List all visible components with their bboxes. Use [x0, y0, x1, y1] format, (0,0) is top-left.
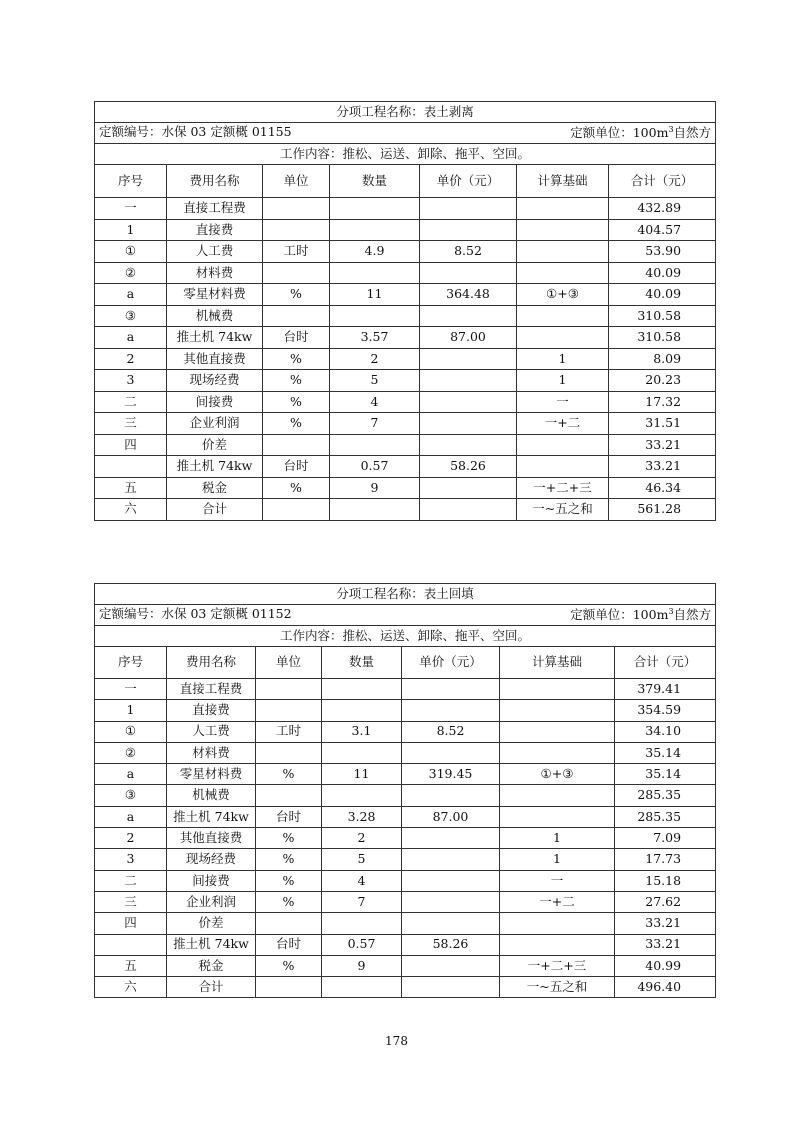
cost-table-topsoil-stripping	[94, 101, 716, 521]
table-cell: 六	[95, 977, 167, 998]
table-cell: 1	[517, 348, 609, 370]
table-cell	[517, 327, 609, 349]
table-cell	[322, 742, 402, 763]
table-row	[95, 721, 716, 742]
quota-cell	[95, 123, 716, 144]
table-cell: 一+二+三	[517, 477, 609, 499]
table-cell: ①+③	[500, 764, 615, 785]
table-cell	[420, 434, 517, 456]
table-cell: 税金	[167, 955, 256, 976]
table-cell	[256, 913, 322, 934]
table-cell: a	[95, 764, 167, 785]
column-header-row	[95, 165, 716, 198]
table-cell	[402, 785, 500, 806]
table-cell: 58.26	[420, 456, 517, 478]
table-cell: 六	[95, 499, 167, 521]
table-cell: 35.14	[615, 742, 716, 763]
table-cell: 一+二	[500, 891, 615, 912]
table-cell: 9	[322, 955, 402, 976]
table-row	[95, 348, 716, 370]
table-cell	[500, 934, 615, 955]
table-row	[95, 456, 716, 478]
table-cell: 工时	[263, 241, 330, 263]
table-row	[95, 219, 716, 241]
table-cell	[263, 262, 330, 284]
table-cell	[402, 742, 500, 763]
table-row	[95, 370, 716, 392]
table-cell: 2	[330, 348, 420, 370]
table-cell	[330, 434, 420, 456]
table-cell: 一+二+三	[500, 955, 615, 976]
table-cell	[500, 679, 615, 700]
table-cell	[402, 849, 500, 870]
table-cell	[420, 305, 517, 327]
table-cell: %	[256, 849, 322, 870]
table-cell: 直接工程费	[167, 198, 263, 220]
table-cell	[330, 219, 420, 241]
quota-row	[95, 123, 716, 144]
table-cell	[420, 219, 517, 241]
column-header: 单位	[263, 165, 330, 198]
table-row	[95, 477, 716, 499]
table-cell	[256, 785, 322, 806]
table-row	[95, 413, 716, 435]
table-cell: %	[263, 348, 330, 370]
quota-cell	[95, 605, 716, 626]
table-cell: ③	[95, 785, 167, 806]
table-cell: 285.35	[615, 785, 716, 806]
table-cell: 价差	[167, 434, 263, 456]
table-cell: 404.57	[609, 219, 716, 241]
table-cell: 40.09	[609, 262, 716, 284]
column-header: 费用名称	[167, 165, 263, 198]
table-cell: 319.45	[402, 764, 500, 785]
table-cell: 3	[95, 370, 167, 392]
column-header: 单价（元）	[420, 165, 517, 198]
table-cell: ③	[95, 305, 167, 327]
table-cell: 496.40	[615, 977, 716, 998]
table-cell: 40.99	[615, 955, 716, 976]
table-cell: 7	[322, 891, 402, 912]
table-row	[95, 913, 716, 934]
table-cell	[420, 413, 517, 435]
table-cell: %	[263, 284, 330, 306]
table-row	[95, 679, 716, 700]
table-cell: ②	[95, 262, 167, 284]
table-cell: 33.21	[609, 456, 716, 478]
table-row	[95, 284, 716, 306]
table-cell: 税金	[167, 477, 263, 499]
table-cell: 0.57	[330, 456, 420, 478]
column-header: 序号	[95, 647, 167, 679]
table-row	[95, 828, 716, 849]
column-header: 合计（元）	[609, 165, 716, 198]
table-cell: 2	[95, 828, 167, 849]
table-cell: 合计	[167, 499, 263, 521]
table-cell	[263, 219, 330, 241]
page-number: 178	[385, 1034, 408, 1048]
table-cell: 四	[95, 434, 167, 456]
table-row	[95, 742, 716, 763]
table-cell: ②	[95, 742, 167, 763]
table-cell: 间接费	[167, 391, 263, 413]
table-cell: 310.58	[609, 305, 716, 327]
table-cell: 4	[330, 391, 420, 413]
table-cell	[322, 679, 402, 700]
table-cell	[402, 679, 500, 700]
table-cell	[420, 262, 517, 284]
table-cell: 三	[95, 413, 167, 435]
table-cell: 87.00	[402, 806, 500, 827]
table-title-row	[95, 102, 716, 123]
table-title: 分项工程名称：表土回填	[95, 584, 716, 605]
table-row	[95, 262, 716, 284]
table-cell: 零星材料费	[167, 764, 256, 785]
table-cell: 2	[322, 828, 402, 849]
table-row	[95, 891, 716, 912]
table-cell	[402, 913, 500, 934]
table-cell: 31.51	[609, 413, 716, 435]
quota-unit-prefix: 定额单位：100m	[570, 125, 669, 141]
table-cell: 3	[95, 849, 167, 870]
table-cell	[322, 785, 402, 806]
table-row	[95, 327, 716, 349]
table-cell: 33.21	[615, 913, 716, 934]
work-content-row	[95, 626, 716, 647]
table-cell	[420, 370, 517, 392]
table-cell	[500, 742, 615, 763]
table-cell: 3.57	[330, 327, 420, 349]
table-cell: 人工费	[167, 241, 263, 263]
table-cell: 一	[500, 870, 615, 891]
table-cell: a	[95, 806, 167, 827]
table-cell	[263, 305, 330, 327]
table-cell: 机械费	[167, 305, 263, 327]
table-cell	[500, 700, 615, 721]
table-row	[95, 870, 716, 891]
table-cell: 33.21	[609, 434, 716, 456]
table-cell: 8.52	[420, 241, 517, 263]
table-cell: 工时	[256, 721, 322, 742]
table-row	[95, 499, 716, 521]
table-cell	[330, 499, 420, 521]
table-cell: 台时	[256, 806, 322, 827]
table-cell: 零星材料费	[167, 284, 263, 306]
table-cell: 354.59	[615, 700, 716, 721]
table-row	[95, 198, 716, 220]
table-cell: 企业利润	[167, 891, 256, 912]
column-header-row	[95, 647, 716, 679]
table-row	[95, 391, 716, 413]
table-cell: 1	[517, 370, 609, 392]
table-cell: 8.52	[402, 721, 500, 742]
table-cell: 推土机 74kw	[167, 934, 256, 955]
table-cell: 3.28	[322, 806, 402, 827]
table-cell: 一	[95, 198, 167, 220]
table-row	[95, 764, 716, 785]
table-cell: 一	[517, 391, 609, 413]
table-cell	[500, 913, 615, 934]
table-cell: 推土机 74kw	[167, 806, 256, 827]
table-cell: 四	[95, 913, 167, 934]
table-cell: 直接费	[167, 700, 256, 721]
table-cell: 价差	[167, 913, 256, 934]
table-cell	[517, 198, 609, 220]
table-cell: 间接费	[167, 870, 256, 891]
table-cell: ①+③	[517, 284, 609, 306]
table-cell	[517, 456, 609, 478]
table-cell: 推土机 74kw	[167, 327, 263, 349]
table-cell: 53.90	[609, 241, 716, 263]
table-cell	[322, 700, 402, 721]
column-header: 单位	[256, 647, 322, 679]
table-cell: 4	[322, 870, 402, 891]
table-row	[95, 241, 716, 263]
table-cell	[95, 934, 167, 955]
table-title-row	[95, 584, 716, 605]
quota-number: 定额编号：水保 03 定额概 01155	[99, 124, 292, 140]
table-row	[95, 934, 716, 955]
table-cell: 材料费	[167, 742, 256, 763]
table-cell	[420, 499, 517, 521]
table-cell	[402, 870, 500, 891]
table-cell: 0.57	[322, 934, 402, 955]
table-cell	[517, 219, 609, 241]
table-cell: %	[256, 870, 322, 891]
table-cell: 561.28	[609, 499, 716, 521]
table-cell: %	[263, 413, 330, 435]
table-cell: 一~五之和	[517, 499, 609, 521]
table-cell	[500, 721, 615, 742]
column-header: 合计（元）	[615, 647, 716, 679]
column-header: 数量	[330, 165, 420, 198]
table-cell: 人工费	[167, 721, 256, 742]
column-header: 数量	[322, 647, 402, 679]
table-cell: 7	[330, 413, 420, 435]
table-cell: 11	[330, 284, 420, 306]
table-cell: 五	[95, 955, 167, 976]
work-content: 工作内容：推松、运送、卸除、拖平、空回。	[95, 144, 716, 165]
table-cell	[402, 891, 500, 912]
table-cell: 7.09	[615, 828, 716, 849]
quota-row	[95, 605, 716, 626]
work-content-row	[95, 144, 716, 165]
table-cell: 1	[500, 828, 615, 849]
table-cell	[95, 456, 167, 478]
table-row	[95, 977, 716, 998]
table-cell: 材料费	[167, 262, 263, 284]
table-cell: 台时	[256, 934, 322, 955]
table-cell: ①	[95, 721, 167, 742]
table-cell: 285.35	[615, 806, 716, 827]
table-cell: 8.09	[609, 348, 716, 370]
table-cell	[330, 262, 420, 284]
table-cell: 40.09	[609, 284, 716, 306]
table-row	[95, 434, 716, 456]
table-cell: 推土机 74kw	[167, 456, 263, 478]
table-cell: 3.1	[322, 721, 402, 742]
table-cell	[500, 806, 615, 827]
table-cell: 三	[95, 891, 167, 912]
quota-unit-suffix: 自然方	[673, 125, 712, 141]
table-cell: 一+二	[517, 413, 609, 435]
table-cell: 直接费	[167, 219, 263, 241]
table-cell	[420, 477, 517, 499]
table-cell: 5	[330, 370, 420, 392]
table-cell	[517, 434, 609, 456]
table-cell: ①	[95, 241, 167, 263]
table-row	[95, 700, 716, 721]
table-cell: %	[263, 477, 330, 499]
table-cell: 17.32	[609, 391, 716, 413]
table-cell: 1	[95, 700, 167, 721]
table-cell	[402, 828, 500, 849]
table-cell: 9	[330, 477, 420, 499]
table-cell: 1	[95, 219, 167, 241]
table-cell: 其他直接费	[167, 348, 263, 370]
table-cell: 34.10	[615, 721, 716, 742]
table-cell: 现场经费	[167, 849, 256, 870]
table-cell	[256, 700, 322, 721]
table-cell: 企业利润	[167, 413, 263, 435]
column-header: 计算基础	[500, 647, 615, 679]
table-cell: 台时	[263, 327, 330, 349]
table-cell	[330, 305, 420, 327]
table-cell	[256, 977, 322, 998]
table-cell	[402, 700, 500, 721]
table-cell: 432.89	[609, 198, 716, 220]
table-row	[95, 305, 716, 327]
table-cell	[500, 785, 615, 806]
table-cell: 379.41	[615, 679, 716, 700]
table-cell: 机械费	[167, 785, 256, 806]
quota-unit-suffix: 自然方	[673, 607, 712, 623]
table-cell: 合计	[167, 977, 256, 998]
table-cell: %	[256, 764, 322, 785]
table-cell: %	[263, 370, 330, 392]
table-cell: a	[95, 327, 167, 349]
table-cell	[517, 262, 609, 284]
table-cell: 一	[95, 679, 167, 700]
table-cell	[402, 977, 500, 998]
table-cell: 二	[95, 870, 167, 891]
table-cell: 直接工程费	[167, 679, 256, 700]
table-cell: 17.73	[615, 849, 716, 870]
table-row	[95, 806, 716, 827]
table-cell: 33.21	[615, 934, 716, 955]
table-cell: 87.00	[420, 327, 517, 349]
table-cell: 310.58	[609, 327, 716, 349]
table-cell	[402, 955, 500, 976]
table-cell	[517, 305, 609, 327]
table-cell: 现场经费	[167, 370, 263, 392]
table-cell: %	[256, 955, 322, 976]
table-cell: 5	[322, 849, 402, 870]
column-header: 费用名称	[167, 647, 256, 679]
table-cell	[256, 679, 322, 700]
table-cell: %	[256, 828, 322, 849]
table-cell	[420, 198, 517, 220]
column-header: 序号	[95, 165, 167, 198]
table-row	[95, 849, 716, 870]
table-cell: 一~五之和	[500, 977, 615, 998]
quota-unit-superscript: 3	[668, 125, 674, 135]
table-cell	[330, 198, 420, 220]
table-row	[95, 955, 716, 976]
table-cell	[256, 742, 322, 763]
table-cell	[263, 499, 330, 521]
table-cell: 2	[95, 348, 167, 370]
table-cell	[322, 913, 402, 934]
table-cell: 台时	[263, 456, 330, 478]
table-cell	[263, 198, 330, 220]
table-title: 分项工程名称：表土剥离	[95, 102, 716, 123]
table-cell: 五	[95, 477, 167, 499]
table-cell: a	[95, 284, 167, 306]
table-cell: 46.34	[609, 477, 716, 499]
table-cell: 4.9	[330, 241, 420, 263]
work-content: 工作内容：推松、运送、卸除、拖平、空回。	[95, 626, 716, 647]
table-cell	[517, 241, 609, 263]
table-cell	[420, 348, 517, 370]
table-cell: 11	[322, 764, 402, 785]
quota-unit	[570, 126, 711, 140]
table-cell: %	[263, 391, 330, 413]
column-header: 计算基础	[517, 165, 609, 198]
table-cell	[263, 434, 330, 456]
table-cell	[420, 391, 517, 413]
quota-unit-superscript: 3	[668, 607, 674, 617]
table-cell: 二	[95, 391, 167, 413]
table-row	[95, 785, 716, 806]
table-cell: 1	[500, 849, 615, 870]
cost-table-topsoil-backfill	[94, 583, 716, 998]
table-cell: 364.48	[420, 284, 517, 306]
table-cell: 58.26	[402, 934, 500, 955]
quota-unit-prefix: 定额单位：100m	[570, 607, 669, 623]
quota-unit	[570, 608, 711, 622]
table-cell: %	[256, 891, 322, 912]
table-cell: 其他直接费	[167, 828, 256, 849]
quota-number: 定额编号：水保 03 定额概 01152	[99, 606, 292, 622]
column-header: 单价（元）	[402, 647, 500, 679]
table-cell: 20.23	[609, 370, 716, 392]
table-cell: 27.62	[615, 891, 716, 912]
table-cell	[322, 977, 402, 998]
table-cell: 15.18	[615, 870, 716, 891]
table-cell: 35.14	[615, 764, 716, 785]
